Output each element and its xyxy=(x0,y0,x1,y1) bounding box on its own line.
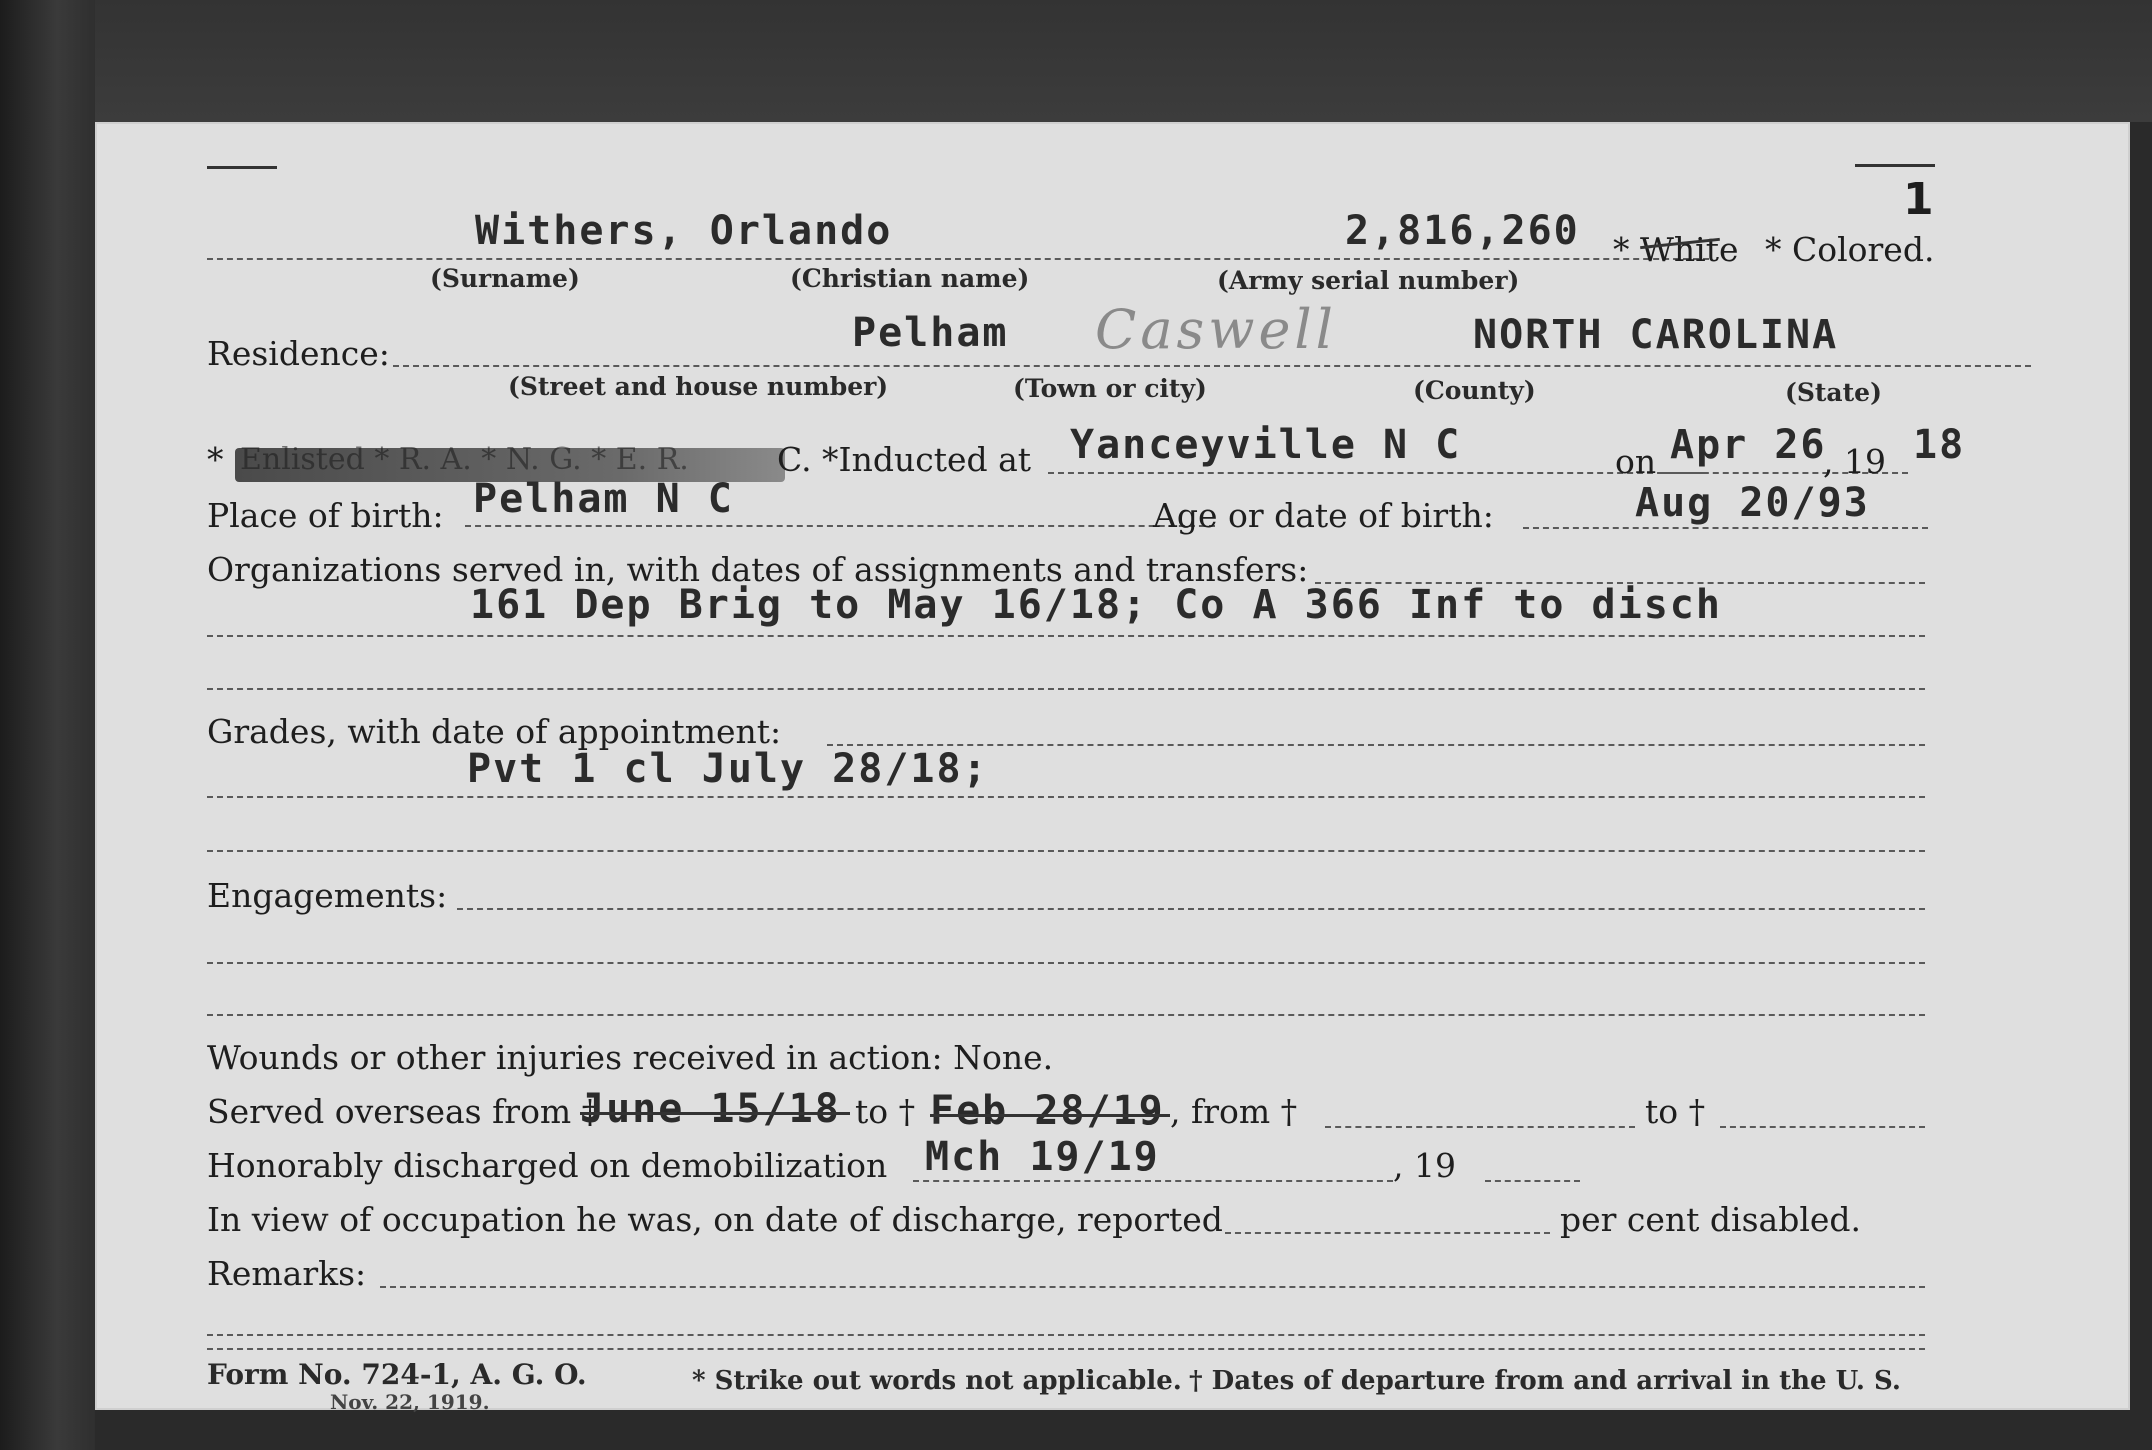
overseas-from2-label: , from † xyxy=(1170,1092,1298,1131)
serial-star: * xyxy=(1613,230,1630,269)
grades-line-3 xyxy=(207,850,1925,852)
footer-note-dates: † Dates of departure from and arrival in the U. S. xyxy=(1189,1366,1901,1396)
residence-county: Caswell xyxy=(1095,298,1337,361)
wounds-label: Wounds or other injuries received in action: None. xyxy=(207,1038,1054,1077)
birthplace-line xyxy=(465,525,1215,527)
remarks-line-2 xyxy=(207,1334,1925,1336)
discharge-year-line xyxy=(1485,1180,1580,1182)
remarks-line-3 xyxy=(207,1348,1925,1350)
overseas-from: June 15/18 xyxy=(580,1086,841,1132)
form-number: Form No. 724-1, A. G. O. xyxy=(207,1358,587,1391)
scan-border-top xyxy=(95,0,2152,122)
white-struck: White xyxy=(1640,230,1739,269)
footer-note-strike: * Strike out words not applicable. xyxy=(692,1366,1182,1396)
serial-caption: (Army serial number) xyxy=(1217,266,1520,295)
overseas-to-strike xyxy=(930,1114,1170,1117)
inducted-date: Apr 26 xyxy=(1670,422,1827,468)
residence-state: NORTH CAROLINA xyxy=(1473,312,1839,358)
inducted-place: Yanceyville N C xyxy=(1070,422,1462,468)
colored-label: * Colored. xyxy=(1765,230,1935,269)
organizations-value: 161 Dep Brig to May 16/18; Co A 366 Inf to disch xyxy=(470,582,1722,628)
grades-line-2 xyxy=(207,796,1925,798)
grades-value: Pvt 1 cl July 28/18; xyxy=(467,746,989,792)
residence-town: Pelham xyxy=(852,310,1009,356)
street-caption: (Street and house number) xyxy=(508,372,889,401)
overseas-to2-line xyxy=(1720,1126,1925,1128)
serial-value: 2,816,260 xyxy=(1345,208,1580,254)
discharge-date: Mch 19/19 xyxy=(925,1134,1160,1180)
state-caption: (State) xyxy=(1785,378,1882,407)
birthdate-value: Aug 20/93 xyxy=(1635,480,1870,526)
top-right-rule xyxy=(1855,164,1935,167)
birthplace-value: Pelham N C xyxy=(473,476,734,522)
christian-caption: (Christian name) xyxy=(790,264,1030,293)
discharge-year-label: , 19 xyxy=(1393,1146,1456,1185)
birthdate-line xyxy=(1523,527,1928,529)
town-caption: (Town or city) xyxy=(1013,374,1207,403)
remarks-line-1 xyxy=(380,1286,1925,1288)
top-left-rule xyxy=(207,166,277,169)
engagements-line-2 xyxy=(207,962,1925,964)
disability-line xyxy=(1225,1232,1550,1234)
disability-suffix: per cent disabled. xyxy=(1560,1200,1862,1239)
remarks-label: Remarks: xyxy=(207,1254,367,1293)
inducted-line xyxy=(1048,472,1703,474)
card-number: 1 xyxy=(1903,174,1934,225)
induction-star: * xyxy=(207,440,224,479)
name-line xyxy=(207,258,1709,260)
inducted-label: C. *Inducted at xyxy=(777,440,1032,479)
overseas-label: Served overseas from † xyxy=(207,1092,599,1131)
age-label: Age or date of birth: xyxy=(1153,496,1494,535)
organizations-label: Organizations served in, with dates of assignments and transfers: xyxy=(207,550,1309,589)
service-record-card xyxy=(95,122,2130,1414)
disability-label: In view of occupation he was, on date of discharge, reported xyxy=(207,1200,1223,1239)
grades-line-1 xyxy=(827,744,1925,746)
inducted-year: 18 xyxy=(1913,422,1966,468)
overseas-from-strike xyxy=(580,1112,850,1115)
surname-caption: (Surname) xyxy=(430,264,580,293)
overseas-to: Feb 28/19 xyxy=(930,1088,1165,1134)
birthplace-label: Place of birth: xyxy=(207,496,444,535)
residence-line xyxy=(393,365,2031,367)
county-caption: (County) xyxy=(1413,376,1536,405)
discharge-label: Honorably discharged on demobilization xyxy=(207,1146,888,1185)
engagements-line-3 xyxy=(207,1014,1925,1016)
residence-label: Residence: xyxy=(207,334,390,373)
overseas-to2-label: to † xyxy=(1645,1092,1706,1131)
form-date: Nov. 22, 1919. xyxy=(330,1390,490,1414)
organizations-line-2 xyxy=(207,635,1925,637)
engagements-label: Engagements: xyxy=(207,876,448,915)
grades-label: Grades, with date of appointment: xyxy=(207,712,782,751)
overseas-to-label: to † xyxy=(855,1092,916,1131)
struck-enlistment-text: Enlisted * R. A. * N. G. * E. R. xyxy=(240,442,689,477)
year-prefix: , 19 xyxy=(1823,442,1886,481)
engagements-line-1 xyxy=(457,908,1925,910)
surname-value: Withers, Orlando xyxy=(475,208,893,254)
discharge-line xyxy=(913,1180,1393,1182)
scan-border-left xyxy=(0,0,95,1450)
organizations-line-3 xyxy=(207,688,1925,690)
on-label: on xyxy=(1615,442,1657,481)
overseas-from2-line xyxy=(1325,1126,1635,1128)
